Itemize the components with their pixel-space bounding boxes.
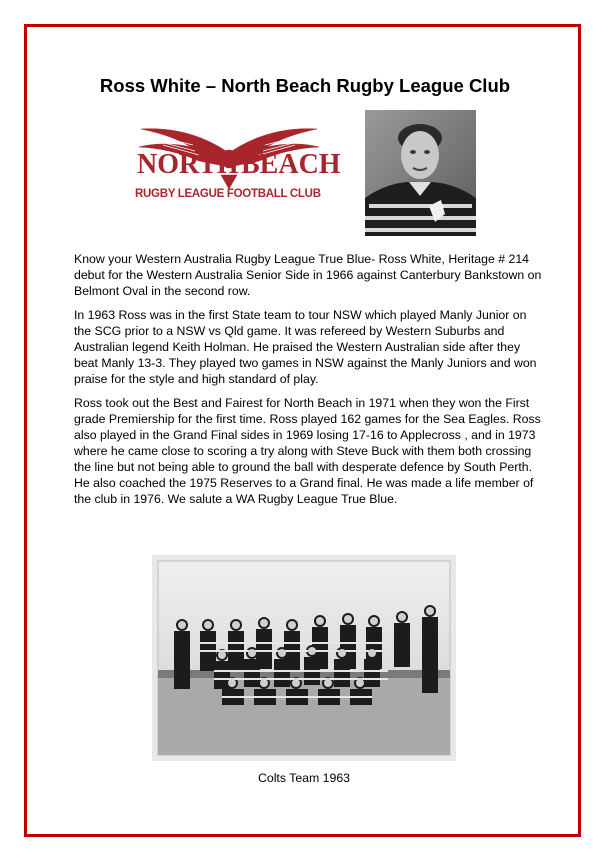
club-logo xyxy=(133,115,341,205)
team-photo xyxy=(152,555,456,761)
paragraph: In 1963 Ross was in the first State team to tour NSW which played Manly Junior on the SCG prior to a NSW vs Qld game. It was refereed by Western Suburbs and Australian legend Keith Holman. He praised the Western Australian side after they beat Manly 13-3. They played two games in NSW against the Manly Juniors and won praise for the style and high standard of play. xyxy=(74,308,537,386)
logo-subtitle: RUGBY LEAGUE FOOTBALL CLUB xyxy=(135,188,321,200)
page-title: Ross White – North Beach Rugby League Club xyxy=(99,75,511,96)
photo-caption: Colts Team 1963 xyxy=(257,771,351,785)
portrait-photo xyxy=(365,110,476,236)
logo-text-beach: BEACH xyxy=(241,149,341,180)
paragraph: Ross took out the Best and Fairest for North Beach in 1971 when they won the First grade Premiership for the first time. Ross played 162 games for the Sea Eagles. Ross also played in the Grand Final sides in 1969 losing 17-16 to Applecross , and in 1973 where he came close to scoring a try along with Steve Buck with them both crossing the line but not being able to ground the ball with desperate defence by South Perth. He also coached the 1975 Reserves to a Grand final. He was made a life member of the club in 1976. We salute a WA Rugby League True Blue. xyxy=(74,396,541,506)
paragraph: Know your Western Australia Rugby League True Blue- Ross White, Heritage # 214 debut for the Western Australia Senior Side in 1966 against Canterbury Bankstown on Belmont Oval in the second row. xyxy=(74,252,542,298)
logo-text-north: NORTH xyxy=(137,149,239,180)
article-body xyxy=(74,251,544,515)
